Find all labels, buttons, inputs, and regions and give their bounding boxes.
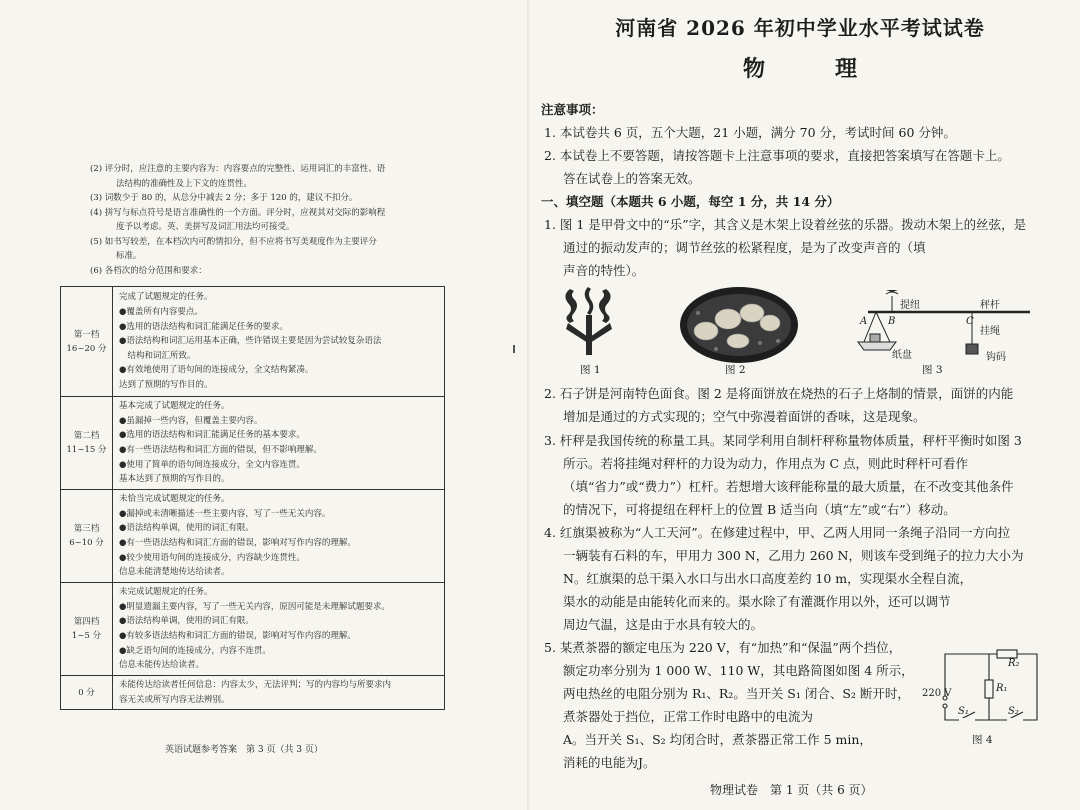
grade-criterion: ●选用的语法结构和词汇能满足任务的基本要求。 (119, 430, 305, 441)
scoring-note (90, 192, 450, 206)
scoring-notes (90, 163, 450, 279)
grade-criterion: ●有效地使用了语句间的连接成分，全文结构紧凑。 (119, 365, 314, 376)
grade-criterion: 未恰当完成试题规定的任务。 (119, 494, 230, 505)
q4-text-d: 周边气温，这是由于水具有较大的 (563, 617, 751, 632)
grade-level-cell (61, 287, 113, 397)
grade-criterion: 基本达到了预期的写作目的。 (119, 474, 230, 485)
steelyard-diagram (850, 290, 1040, 365)
grade-criterion: ●漏掉或未清晰描述一些主要内容，写了一些无关内容。 (119, 508, 331, 519)
scoring-note-number: (6) (90, 265, 103, 276)
grade-criterion: ●使用了简单的语句间连接成分，全文内容连贯。 (119, 459, 305, 470)
grade-level: 第四档 (73, 617, 100, 627)
grade-criterion: ●明显遗漏主要内容，写了一些无关内容，原因可能是未理解试题要求。 (119, 601, 390, 612)
notice-block (541, 98, 1046, 190)
q4-line-3 (541, 567, 1046, 590)
q4-text-c: 能转化而来的。渠水除了有灌溉作用以外，还可以调节 (650, 594, 951, 609)
grade-criterion: 基本完成了试题规定的任务。 (119, 401, 230, 412)
fig3-C: C (966, 316, 974, 327)
q3-line-1: 3. 杆秤是我国传统的称量工具。某同学利用自制杆秤称量物体质量，秤杆平衡时如图 3 (544, 433, 1022, 448)
fig3-zhipan: 纸盘 (892, 350, 912, 361)
q5-text-a: 煮茶器处于 (563, 709, 626, 724)
scoring-note-number: (5) (90, 236, 103, 247)
grade-criterion: ●缺乏语句间的连接成分，内容不连贯。 (119, 645, 271, 656)
scoring-note-text: 如书写较差，在本档次内可酌情扣分，但不应将书写美观度作为主要评分 (104, 236, 377, 247)
question-4 (541, 521, 1046, 636)
scoring-note-number: (3) (90, 193, 103, 203)
grade-level: 0 分 (78, 687, 95, 698)
q5-text-b: 挡位，正常工作时电路中的电流为 (625, 709, 814, 724)
grade-criterion: 信息未能传达给读者。 (119, 660, 205, 671)
scoring-note-number: (2) (90, 164, 103, 174)
grade-description-cell (113, 287, 445, 397)
grade-criterion: 容无关或所写内容无法辨别。 (119, 694, 230, 705)
scoring-note (90, 265, 450, 279)
grade-criterion: ●有一些语法结构和词汇方面的错误，影响对写作内容的理解。 (119, 538, 356, 548)
fig3-gouma: 钩码 (986, 352, 1006, 363)
fig3-chenggan: 秤杆 (980, 300, 1000, 311)
grade-description-cell (113, 397, 445, 490)
q3-text-a: 所示。若将挂绳对秤杆的力设为动力，作用点为 C 点，则此时秤杆可看作 (563, 456, 969, 471)
fig2-label: 图 2 (725, 364, 746, 376)
grade-level-cell (61, 397, 113, 490)
q5-line-3: 两电热丝的电阻分别为 R₁、R₂。当开关 S₁ 闭合、S₂ 断开时， (563, 686, 910, 701)
question-3 (541, 429, 1046, 521)
q4-text-b: 渠水的动能是由 (563, 594, 651, 609)
fig4-R1: R₁ (996, 683, 1008, 694)
grade-criterion: 未完成试题规定的任务。 (119, 587, 213, 598)
scoring-note-text: 评分时，应注意的主要内容为：内容要点的完整性、运用词汇的丰富性、语 (104, 164, 386, 174)
grade-level: 第一档 (73, 329, 100, 340)
scoring-note-continuation: 法结构的准确性及上下文的连贯性。 (116, 178, 253, 189)
grade-row (61, 490, 445, 583)
grade-criterion: ●覆盖所有内容要点。 (119, 307, 203, 318)
grade-description-cell (113, 583, 445, 676)
q2-text-a: 增加是通过 (563, 409, 626, 424)
grade-range: 16~20 分 (66, 343, 107, 354)
q4-line-4 (541, 590, 1046, 613)
q5-line-4 (541, 705, 921, 728)
grade-criterion: 达到了预期的写作目的。 (119, 379, 213, 390)
scoring-note (90, 163, 450, 177)
left-page (0, 0, 530, 810)
oracle-bone-character-le (560, 285, 620, 357)
fig3-guasheng: 挂绳 (980, 326, 1000, 337)
q2-line-2 (541, 405, 1046, 428)
grade-range: 1~5 分 (71, 631, 102, 641)
fig4-S2: S₂ (1008, 706, 1019, 717)
grade-criterion: ●语法结构单调，使用的词汇有限。 (119, 523, 254, 534)
question-2 (541, 382, 1046, 428)
q1-line-1: 1. 图 1 是甲骨文中的“乐”字，其含义是木架上设着丝弦的乐器。拨动木架上的丝弦，是 (544, 217, 1027, 232)
q3-text-b: 的情况下，可将提纽在秤杆上的位置 B 适当向 (563, 502, 818, 517)
grade-criterion: ●选用的语法结构和词汇能满足任务的要求。 (119, 321, 288, 332)
scoring-note-continuation: 标准。 (116, 251, 142, 261)
q4-line-1: 4. 红旗渠被称为“人工天河”。在修建过程中，甲、乙两人用同一条绳子沿同一方向拉 (544, 525, 1011, 540)
scoring-note-text: 拼写与标点符号是语言准确性的一个方面。评分时，应视其对交际的影响程 (104, 207, 386, 218)
grade-criterion: 未能传达给读者任何信息：内容太少，无法评判；写的内容均与所要求内 (119, 680, 392, 690)
q5-text-d: 消耗的电能为 (563, 755, 639, 770)
grade-table (60, 286, 445, 710)
q3-text-c: （填“左”或“右”）移动。 (817, 502, 956, 517)
q5-line-6 (541, 751, 921, 774)
grade-range: 11~15 分 (66, 445, 107, 455)
q1-text-c: （填 (900, 240, 926, 255)
grade-level-cell (61, 676, 113, 710)
scoring-note-text: 各档次的给分范围和要求： (104, 265, 207, 276)
q5-text-e: J。 (638, 755, 656, 770)
grade-criterion: ●语法结构单调，使用的词汇有限。 (119, 616, 254, 627)
fig3-B: B (888, 316, 896, 327)
grade-criterion: ●语法结构和词汇运用基本正确，些许错误主要是因为尝试较复杂语法 (119, 336, 382, 347)
question-5 (541, 636, 921, 774)
scoring-note (90, 236, 450, 250)
scoring-note-number: (4) (90, 207, 103, 218)
right-page-footer: 物理试卷 第 1 页（共 6 页） (710, 783, 873, 797)
fig4-S1: S₁ (958, 706, 969, 717)
grade-level: 第三档 (73, 524, 100, 534)
stone-cake-photo (678, 283, 800, 363)
grade-description-cell (113, 490, 445, 583)
grade-criterion: 信息未能清楚地传达给读者。 (119, 567, 230, 578)
notice-item-2-cont: 答在试卷上的答案无效。 (563, 171, 701, 186)
q5-text-c: A。当开关 S₁、S₂ 均闭合时，煮茶器正常工作 5 min， (563, 732, 872, 747)
q1-text-a: 通过 (563, 240, 589, 255)
q1-line-3: 声音的特性）。 (563, 263, 645, 278)
q2-text-b: 的方式实现的；空气中弥漫着面饼的香味，这是 (625, 409, 889, 424)
grade-criterion: ●虽漏掉一些内容，但覆盖主要内容。 (119, 415, 263, 426)
q1-line-2 (541, 236, 1046, 259)
grade-description-cell (113, 676, 445, 710)
fig3-label: 图 3 (922, 364, 943, 376)
fig3-A: A (860, 316, 868, 327)
q4-line-5 (541, 613, 1046, 636)
q5-line-5 (541, 728, 921, 751)
q2-text-c: 现象。 (888, 409, 926, 424)
scoring-note (90, 207, 450, 221)
q4-text-a: N。红旗渠的总干渠入水口与出水口高度差约 10 m，实现渠水全程自流， (563, 571, 973, 586)
grade-level-cell (61, 583, 113, 676)
q5-line-1: 5. 某煮茶器的额定电压为 220 V，有“加热”和“保温”两个挡位， (544, 640, 902, 655)
notice-item-2: 2. 本试卷上不要答题，请按答题卡上注意事项的要求，直接把答案填写在答题卡上。 (544, 148, 1010, 163)
fold-mark (513, 345, 515, 353)
scoring-note-continuation: 度予以考虑。英、美拼写及词汇用法均可接受。 (116, 222, 295, 232)
q4-line-2: 一辆装有石料的车，甲用力 300 N，乙用力 260 N，则该车受到绳子的拉力大小为 (563, 548, 1024, 563)
fig4-label: 图 4 (972, 734, 993, 746)
grade-row (61, 397, 445, 490)
grade-range: 6~10 分 (69, 538, 104, 548)
scoring-note-text: 词数少于 80 的，从总分中减去 2 分；多于 120 的，建议不扣分。 (104, 193, 358, 203)
fig4-R2: R₂ (1008, 658, 1020, 669)
q5-line-2: 额定功率分别为 1 000 W、110 W，其电路简图如图 4 所示， (563, 663, 914, 678)
section-1-heading: 一、填空题（本题共 6 小题，每空 1 分，共 14 分） (541, 194, 840, 209)
notice-heading: 注意事项： (541, 102, 604, 117)
grade-criterion: ●较少使用语句间的连接成分，内容缺少连贯性。 (119, 552, 305, 563)
q1-text-b: 的振动发声的；调节丝弦的松紧程度，是为了改变声音的 (588, 240, 901, 255)
q3-line-2 (541, 452, 1046, 475)
left-page-footer: 英语试题参考答案 第 3 页（共 3 页） (165, 745, 323, 755)
fig1-label: 图 1 (580, 364, 601, 376)
grade-row (61, 287, 445, 397)
grade-criterion: ●有一些语法结构和词汇方面的错误，但不影响理解。 (119, 445, 322, 455)
q3-line-3: （填“省力”或“费力”）杠杆。若想增大该秤能称量的最大质量，在不改变其他条件 (563, 479, 1014, 494)
grade-row (61, 676, 445, 710)
section-1 (541, 190, 1046, 282)
grade-criterion: ●有较多语法结构和词汇方面的错误，影响对写作内容的理解。 (119, 631, 356, 641)
fig3-tizu: 提纽 (900, 300, 920, 311)
grade-row (61, 583, 445, 676)
q4-text-e: 。 (750, 617, 764, 632)
grade-criterion: 完成了试题规定的任务。 (119, 292, 213, 303)
exam-subject: 物 理 (742, 56, 881, 82)
exam-title: 河南省 2026 年初中学业水平考试试卷 (615, 16, 985, 40)
fig4-voltage: 220 V (922, 688, 952, 699)
grade-level: 第二档 (73, 431, 100, 441)
q3-line-4 (541, 498, 1046, 521)
notice-item-1: 1. 本试卷共 6 页，五个大题，21 小题，满分 70 分，考试时间 60 分钟。 (544, 125, 956, 140)
grade-criterion: 结构和词汇所致。 (119, 350, 196, 361)
q2-line-1: 2. 石子饼是河南特色面食。图 2 是将面饼放在烧热的石子上烙制的情景，面饼的内能 (544, 386, 1014, 401)
grade-level-cell (61, 490, 113, 583)
